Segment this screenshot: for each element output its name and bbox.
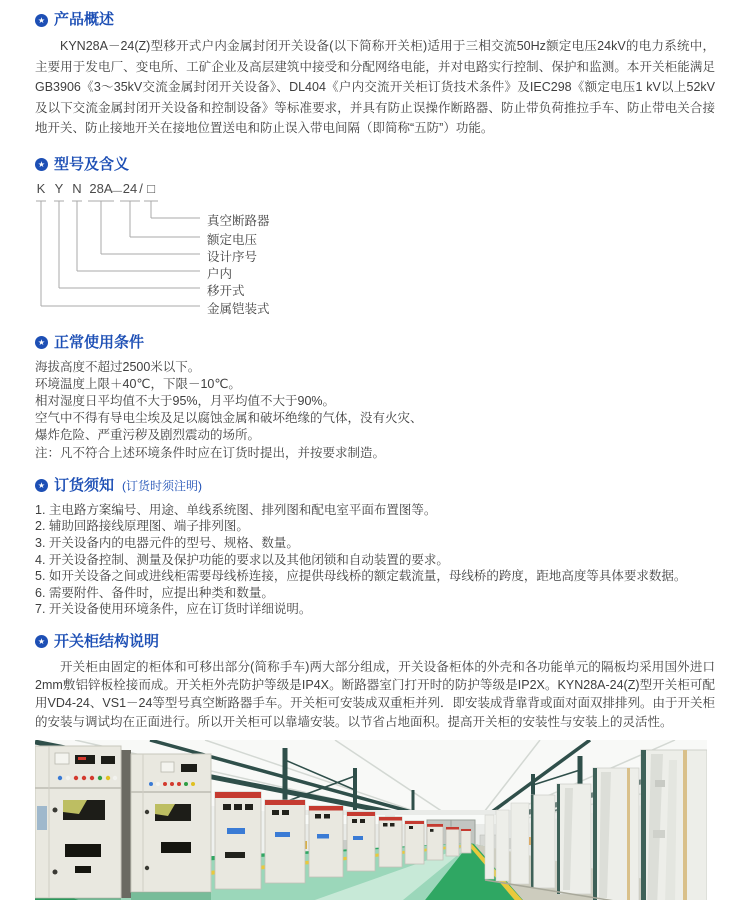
section-heading-structure (35, 632, 715, 652)
section-heading-ordering (35, 476, 715, 496)
ordering-item: 1. 主电路方案编号、用途、单线系统图、排列图和配电室平面布置图等。 (35, 502, 437, 517)
condition-line: 空气中不得有导电尘埃及足以腐蚀金属和破坏绝缘的气体，没有火灾、 (35, 411, 423, 426)
section-heading-conditions (35, 333, 715, 353)
model-title: 型号及含义 (54, 155, 130, 173)
section-heading-overview (35, 10, 715, 30)
overview-title: 产品概述 (54, 11, 115, 28)
ordering-item: 3. 开关设备内的电器元件的型号、规格、数量。 (35, 535, 299, 550)
conditions-title: 正常使用条件 (54, 333, 145, 351)
model-code-Y: Y (54, 180, 64, 196)
condition-line: 爆炸危险、严重污秽及剧烈震动的场所。 (35, 428, 261, 443)
ordering-item: 4. 开关设备控制、测量及保护功能的要求以及其他闭锁和自动装置的要求。 (35, 552, 449, 567)
ordering-item: 5. 如开关设备之间或进线柜需要母线桥连接，应提供母线桥的额定载流量，母线桥的跨度，距地高度等具体要求数据。 (35, 569, 687, 584)
structure-title: 开关柜结构说明 (54, 632, 160, 650)
overview-paragraph: KYN28A－24(Z)型移开式户内金属封闭开关设备(以下简称开关柜)适用于三相交流50Hz额定电压24kV的电力系统中，主要用于发电厂、变电所、工矿企业及高层建筑中接受和分配网络电能，并对电路实行控制、保护和监测。本开关柜能满足GB3906《3～35kV交流金属封闭开关设备》、DL404《户内交流开关柜订货技术条件》及IEC298《额定电压1 kV以上52kV及以下交流金属封闭开关设备和控制设备》等标准要求，并具有防止误操作断路器、防止带负荷推拉手车、防止带电关合接地开关、防止接地开关在接地位置送电和防止误入带电间隔（即简称“五防”）功能。 (35, 39, 715, 135)
ordering-item: 6. 需要附件、备件时，应提出种类和数量。 (35, 585, 274, 600)
ordering-item: 7. 开关设备使用环境条件，应在订货时详细说明。 (35, 602, 312, 617)
star-circle-icon: ★ (35, 336, 48, 349)
model-connector-lines (35, 181, 715, 319)
workshop-photo (35, 740, 707, 900)
model-code-slash: / (139, 180, 143, 196)
ordering-subtitle: (订货时须注明) (122, 478, 203, 493)
workshop-photo-illustration (35, 740, 707, 900)
model-code-N: N (72, 180, 82, 196)
model-label-design-serial: 设计序号 (207, 249, 258, 264)
ordering-title: 订货须知 (54, 476, 115, 494)
model-code-K: K (36, 180, 46, 196)
model-label-metal-clad: 金属铠装式 (207, 301, 270, 316)
model-code-24: 24 (122, 180, 138, 196)
ordering-item: 2. 辅助回路接线原理图、端子排列图。 (35, 519, 249, 534)
model-code-box: □ (147, 180, 155, 196)
model-designation-diagram (35, 181, 715, 319)
star-circle-icon: ★ (35, 479, 48, 492)
condition-line: 海拔高度不超过2500米以下。 (35, 359, 201, 374)
condition-line: 环境温度上限＋40℃，下限－10℃。 (35, 376, 241, 391)
star-circle-icon: ★ (35, 635, 48, 648)
condition-note: 注：凡不符合上述环境条件时应在订货时提出，并按要求制造。 (35, 445, 386, 460)
star-circle-icon: ★ (35, 158, 48, 171)
model-label-indoor: 户内 (207, 266, 233, 281)
condition-line: 相对湿度日平均值不大于95%，月平均值不大于90%。 (35, 393, 336, 408)
ordering-list (35, 502, 715, 618)
model-label-vacuum-breaker: 真空断路器 (207, 213, 270, 228)
star-circle-icon: ★ (35, 14, 48, 27)
section-heading-model (35, 155, 715, 175)
model-label-withdrawable: 移开式 (207, 283, 245, 298)
structure-paragraph: 开关柜由固定的柜体和可移出部分(简称手车)两大部分组成，开关设备柜体的外壳和各功能单元的隔板均采用国外进口2mm敷铝锌板栓接而成。开关柜外壳防护等级是IP4X。断路器室门打开时的防护等级是IP2X。KYN28A-24(Z)型开关柜可配用VD4-24、VS1－24等型号真空断路器手车。开关柜可安装成双重柜并列．即安装成背靠背或面对面双排排列。由于开关柜的安装与调试均在正面进行。所以开关柜可以靠墙安装。以节省占地面积。提高开关柜的安装性与安装上的灵活性。 (35, 659, 715, 729)
model-code-dash: － (110, 183, 124, 199)
model-label-rated-voltage: 额定电压 (207, 232, 258, 247)
model-code-28A: 28A (89, 180, 113, 196)
conditions-list (35, 359, 715, 462)
